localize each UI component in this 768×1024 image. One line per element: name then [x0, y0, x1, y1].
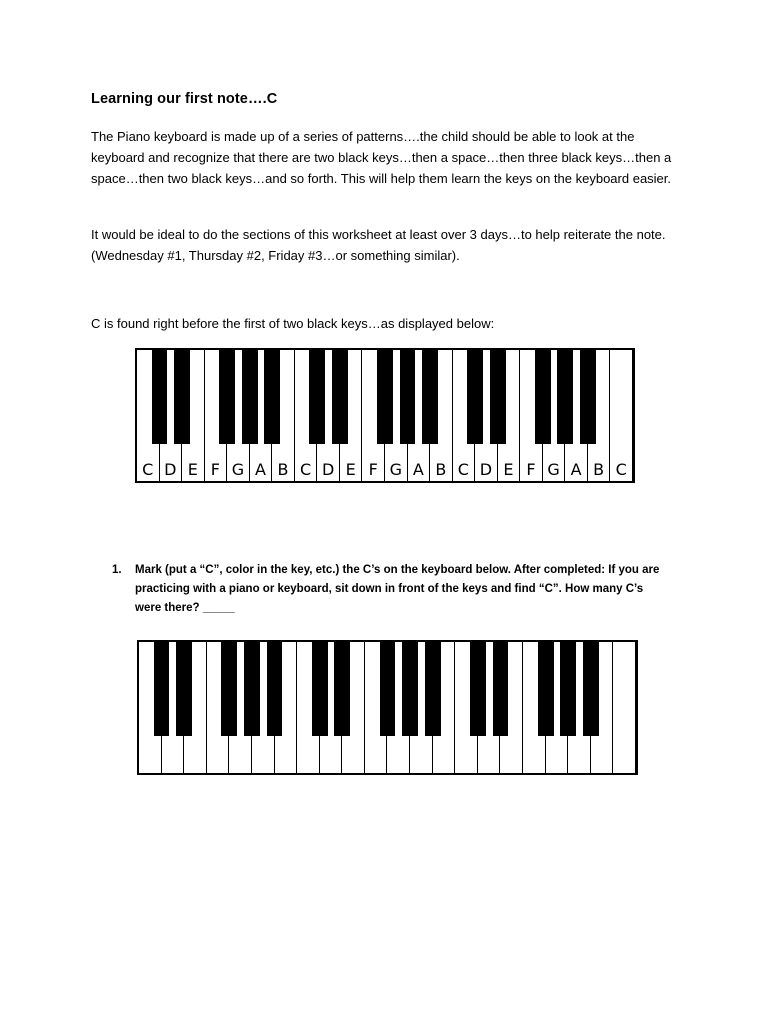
key-label: B	[593, 460, 605, 479]
black-key[interactable]	[334, 642, 350, 736]
key-label: E	[503, 460, 514, 479]
black-key	[467, 350, 483, 444]
black-key	[535, 350, 551, 444]
black-key	[400, 350, 416, 444]
white-key	[610, 350, 633, 481]
black-key	[174, 350, 190, 444]
black-key[interactable]	[402, 642, 418, 736]
black-key	[557, 350, 573, 444]
key-label: C	[142, 460, 154, 479]
black-key[interactable]	[244, 642, 260, 736]
black-key[interactable]	[176, 642, 192, 736]
key-label: D	[164, 460, 177, 479]
black-key[interactable]	[221, 642, 237, 736]
black-key[interactable]	[380, 642, 396, 736]
black-key	[377, 350, 393, 444]
black-key	[309, 350, 325, 444]
key-label: A	[570, 460, 582, 479]
key-label: B	[277, 460, 289, 479]
key-label: C	[457, 460, 469, 479]
key-label: B	[435, 460, 447, 479]
key-label: A	[412, 460, 424, 479]
black-key	[580, 350, 596, 444]
key-label: C	[615, 460, 627, 479]
black-key[interactable]	[154, 642, 170, 736]
exercise-instructions: Mark (put a “C”, color in the key, etc.) the C’s on the keyboard below. After completed: If you are practicing with a piano or keyboard, sit down in front of the keys and find “C”. How many C’s were there? _____	[135, 564, 660, 614]
black-key[interactable]	[538, 642, 554, 736]
white-key[interactable]	[613, 642, 636, 773]
key-label: E	[187, 460, 198, 479]
c-location-paragraph: C is found right before the first of two black keys…as displayed below:	[91, 316, 495, 331]
key-label: F	[368, 460, 378, 479]
labeled-piano-keyboard	[135, 348, 635, 483]
black-key	[242, 350, 258, 444]
black-key[interactable]	[267, 642, 283, 736]
black-key[interactable]	[583, 642, 599, 736]
worksheet-title: Learning our first note….C	[91, 91, 278, 107]
black-key	[264, 350, 280, 444]
key-label: G	[389, 460, 402, 479]
black-key	[219, 350, 235, 444]
black-key	[332, 350, 348, 444]
key-label: G	[231, 460, 245, 479]
black-key	[490, 350, 506, 444]
black-key[interactable]	[312, 642, 328, 736]
key-label: D	[479, 460, 493, 479]
blank-piano-keyboard[interactable]	[137, 640, 638, 775]
key-label: F	[210, 460, 220, 479]
schedule-paragraph: It would be ideal to do the sections of this worksheet at least over 3 days…to help reiterate the note. (Wednesday #1, Thursday #2, Friday #3…or something similar).	[91, 227, 666, 263]
black-key[interactable]	[470, 642, 486, 736]
key-label: A	[255, 460, 266, 479]
black-key	[152, 350, 168, 444]
intro-paragraph: The Piano keyboard is made up of a series of patterns….the child should be able to look at the keyboard and recognize that there are two black keys…then a space…then three black keys…then a space…then two black keys…and so forth. This will help them learn the keys on the keyboard easier.	[91, 129, 672, 186]
key-label: C	[299, 460, 312, 479]
black-key	[422, 350, 438, 444]
key-label: D	[321, 460, 335, 479]
black-key[interactable]	[425, 642, 441, 736]
exercise-number: 1.	[112, 564, 122, 576]
key-label: G	[547, 460, 560, 479]
key-label: E	[345, 460, 356, 479]
key-label: F	[526, 460, 536, 479]
black-key[interactable]	[493, 642, 509, 736]
black-key[interactable]	[560, 642, 576, 736]
